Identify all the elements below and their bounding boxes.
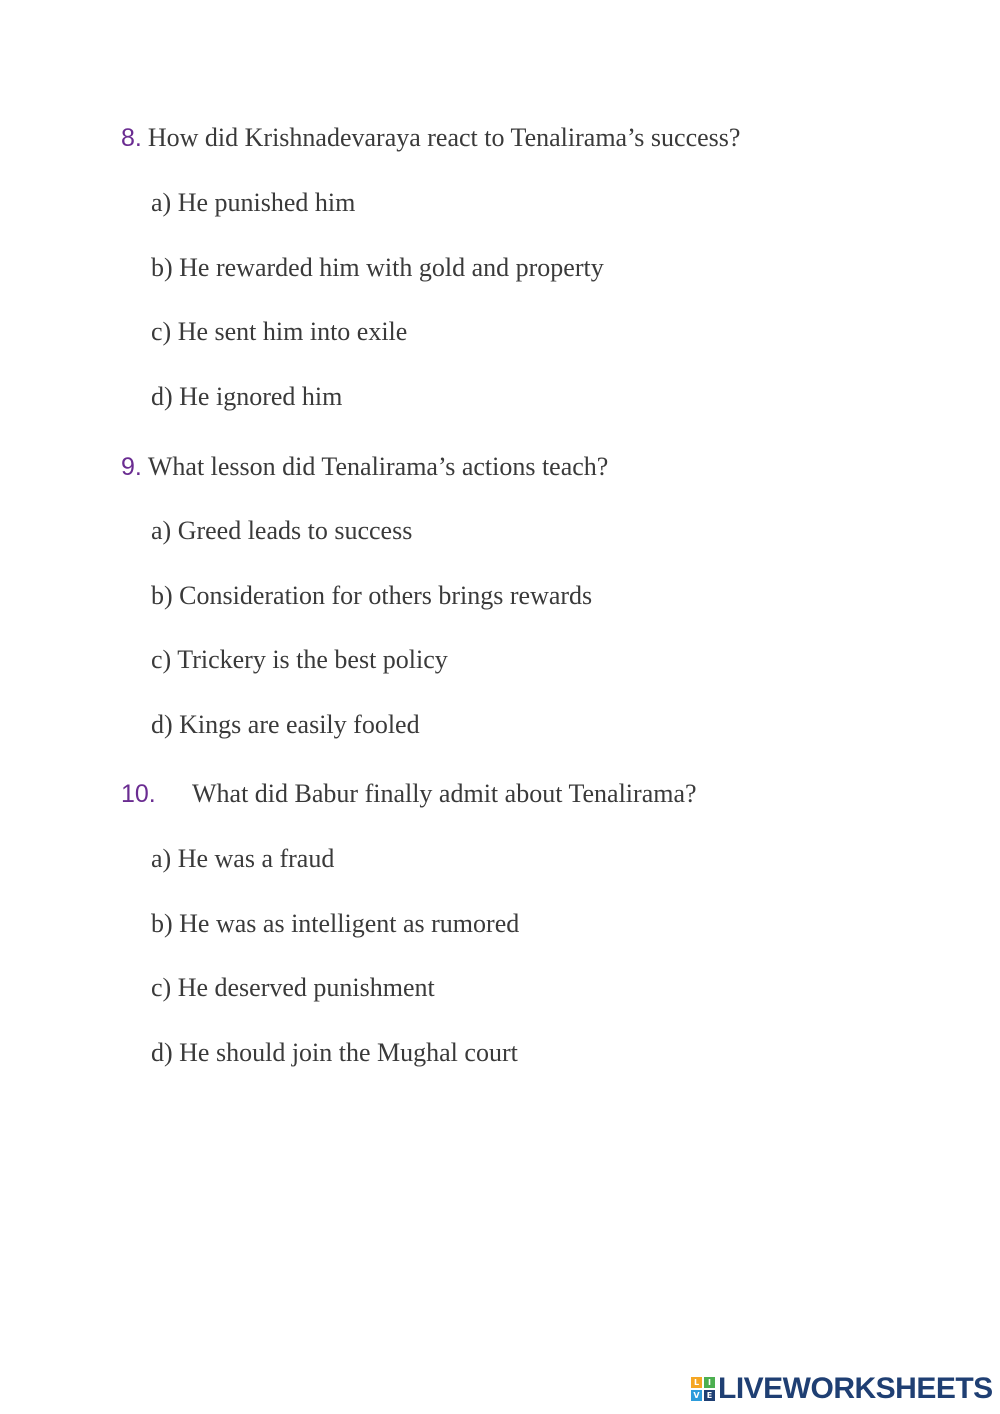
question-number: 10. (121, 780, 156, 808)
question-text: What lesson did Tenalirama’s actions teach? (147, 452, 609, 481)
answer-option-9b: b) Consideration for others brings rewards (151, 581, 593, 610)
answer-option-10c: c) He deserved punishment (151, 973, 435, 1002)
logo-mark-e: E (704, 1390, 715, 1401)
question-10 (121, 778, 697, 810)
answer-option-10a: a) He was a fraud (151, 844, 335, 873)
question-text: How did Krishnadevaraya react to Tenalirama’s success? (147, 123, 741, 152)
answer-option-9c: c) Trickery is the best policy (151, 645, 448, 674)
logo-mark-i: I (704, 1377, 715, 1388)
question-9 (121, 451, 608, 483)
logo-mark-l: L (691, 1377, 702, 1388)
answer-option-10b: b) He was as intelligent as rumored (151, 909, 520, 938)
answer-option-8c: c) He sent him into exile (151, 317, 408, 346)
liveworksheets-logo-icon (691, 1377, 715, 1401)
answer-option-8b: b) He rewarded him with gold and property (151, 253, 604, 282)
question-text: What did Babur finally admit about Tenalirama? (192, 779, 697, 808)
liveworksheets-logo (691, 1374, 993, 1404)
answer-option-9d: d) Kings are easily fooled (151, 710, 420, 739)
question-number: 8. (121, 124, 142, 152)
logo-mark-v: V (691, 1390, 702, 1401)
answer-option-8d: d) He ignored him (151, 382, 343, 411)
answer-option-9a: a) Greed leads to success (151, 516, 413, 545)
question-number: 9. (121, 453, 142, 481)
logo-wordmark: LIVEWORKSHEETS (718, 1372, 993, 1405)
question-8 (121, 122, 740, 154)
answer-option-10d: d) He should join the Mughal court (151, 1038, 518, 1067)
answer-option-8a: a) He punished him (151, 188, 356, 217)
